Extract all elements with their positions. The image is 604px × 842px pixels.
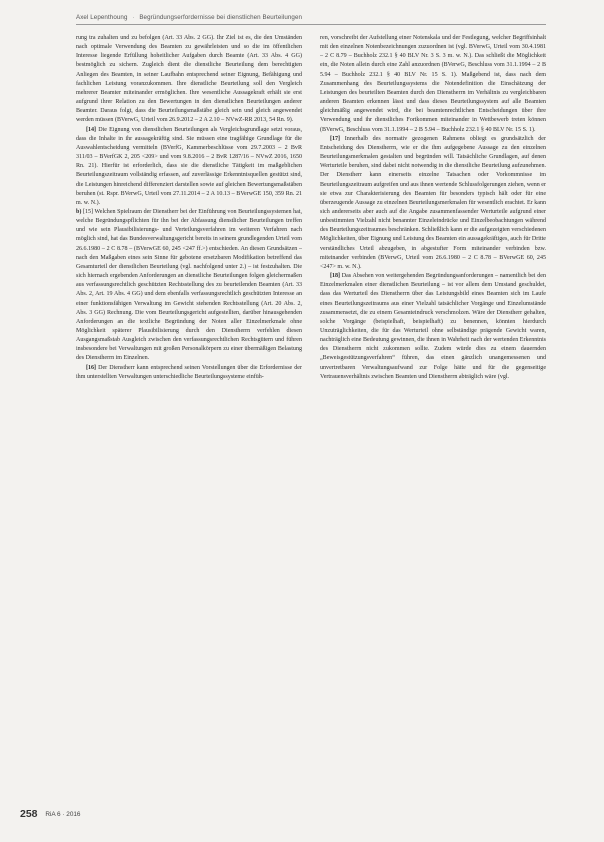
paragraph	[320, 272, 546, 382]
paragraph	[76, 126, 302, 208]
header-title: Begründungserfordernisse bei dienstlichen Beurteilungen	[139, 14, 303, 21]
paragraph	[320, 34, 546, 135]
paragraph	[76, 208, 302, 364]
header-author: Axel Lepenthoung	[76, 14, 128, 21]
paragraph-marker: [16]	[86, 364, 97, 371]
paragraph-text: Innerhalb des normativ gezogenen Rahmens obliegt es grundsätzlich der Entscheidung des Dienstherrn, wie er die ihm aufgegebene Aussage zu den einzelnen Beurteilungsmerkmalen gestalten und begründen will. Tatsächliche Grundlagen, auf denen Werturteile beruhen, sind dabei nicht notwendig in die dienstliche Beurteilung aufzunehmen. Der Dienstherr kann einerseits einzelne Tatsachen oder Vorkommnisse im Beurteilungszeitraum aufgreifen und aus ihnen wertende Schlussfolgerungen ziehen, wenn er sie etwa zur Charakterisierung des Beamten für besonders typisch hält oder für eine überzeugende Aussage zu einzelnen Beurteilungsmerkmalen für wesentlich erachtet. Er kann sich andererseits aber auch auf die Angabe zusammenfassender Werturteile aufgrund einer unbestimmten Vielzahl nicht benannter Einzeleindrücke und Einzelbeobachtungen während des Beurteilungszeitraumes beschränken. Schließlich kann er die aufgezeigten verschiedenen Möglichkeiten, über Eignung und Leistung des Beamten ein aussagekräftiges, auch für Dritte verständliches Urteil abzugeben, in abgestufter Form miteinander verbinden bzw. miteinander verbinden (BVerwG, Urteil vom 26.6.1980 – 2 C 8.78 – BVerwGE 60, 245 <247> m. w. N.).	[320, 135, 546, 270]
running-head	[76, 14, 546, 25]
paragraph-marker: [17]	[330, 135, 341, 142]
paragraph-text: rung tra zuhalten und zu befolgen (Art. 33 Abs. 2 GG). Ihr Ziel ist es, die den Umständen nach optimale Verwendung des Beamten zu gewährleisten und so die im öffentlichen Interesse liegende Erfüllung hoheitlicher Aufgaben durch Beamte (Art. 33 Abs. 4 GG) bestmöglich zu sichern. Zugleich dient die dienstliche Beurteilung dem berechtigten Anliegen des Beamten, in seiner Laufbahn entsprechend seiner Eignung, Befähigung und fachlichen Leistung voranzukommen. Ihre dienstliche Beurteilung soll den Vergleich mehrerer Beamter miteinander ermöglichen. Ihre wesentliche Aussagekraft erhält sie erst aufgrund ihrer Relation zu den Bewertungen in den dienstlichen Beurteilungen anderer Beamter. Daraus folgt, dass die Beurteilungsmaßstäbe gleich sein und gleich angewendet werden müssen (BVerwG, Urteil vom 26.9.2012 – 2 A 2.10 – NVwZ-RR 2013, 54 Rn. 9).	[76, 35, 302, 124]
paragraph	[320, 135, 546, 272]
paragraph	[76, 34, 302, 126]
header-separator: ·	[132, 14, 135, 21]
paragraph-text: Die Eignung von dienstlichen Beurteilungen als Vergleichsgrundlage setzt voraus, dass die Inhalte in ihr aussagekräftig sind. Sie müssen eine tragfähige Grundlage für die Auswahlentscheidung vermitteln (BVerfG, Kammerbeschlüsse vom 29.7.2003 – 2 BvR 311/03 – BVerfGK 2, 205 <209> und vom 9.8.2016 – 2 BvR 1287/16 – NVwZ 2016, 1650 Rn. 21). Hierfür ist erforderlich, dass sie die dienstliche Tätigkeit im maßgeblichen Beurteilungszeitraum vollständig erfassen, auf zuverlässige Erkenntnisquellen gestützt sind, die Leistungen hinreichend differenziert darstellen sowie auf gleichen Bewertungsmaßstäben beruhen (st. Rspr. BVerwG, Urteil vom 27.11.2014 – 2 A 10.13 – BVerwGE 150, 359 Rn. 21 m. w. N.).	[76, 126, 302, 206]
page-footer	[20, 808, 550, 820]
page-number: 258	[20, 808, 38, 820]
paragraph-text: Der Dienstherr kann entsprechend seinen Vorstellungen über die Erfordernisse der ihm unterstellten Verwaltungen unterschiedliche Beurteilungssysteme einfüh-	[76, 364, 302, 380]
left-column	[76, 34, 302, 794]
paragraph-marker: b)	[76, 208, 82, 215]
paragraph-marker: [18]	[330, 273, 341, 280]
right-column	[320, 34, 546, 794]
paragraph-text: ren, vorschreibt der Aufstellung einer Notenskala und der Festlegung, welcher Begriffsinhalt mit den einzelnen Notenbezeichnungen zuzuordnen ist (vgl. BVerwG, Urteil vom 30.4.1981 – 2 C 8.79 – Buchholz 232.1 § 40 BLV Nr. 3 S. 3 m. w. N.). Das schließt die Möglichkeit ein, die Noten allein durch eine Zahl anzuordnen (BVerwG, Beschluss vom 31.1.1994 – 2 B 5.94 – Buchholz 232.1 § 40 BLV Nr. 15 S. 1). Maßgebend ist, dass nach dem Zusammenhang des Beurteilungssystems die Notendefinition die Einschätzung der Leistungen des beurteilten Beamten durch den Dienstherrn im Verhältnis zu vergleichbaren anderen Beamten erkennen lässt und dass dieses Beurteilungssystem auf alle Beamten gleichmäßig angewendet wird, die bei beamtenrechtlichen Entscheidungen über ihre Verwendung und ihr dienstliches Fortkommen miteinander in Wettbewerb treten können (BVerwG, Beschluss vom 31.1.1994 – 2 B 5.94 – Buchholz 232.1 § 40 BLV Nr. 15 S. 1).	[320, 35, 546, 133]
paragraph-text: Das Absehen von weitergehenden Begründungsanforderungen – namentlich bei den Einzelmerkmalen einer dienstlichen Beurteilung – ist vor allem dem Umstand geschuldet, dass das Werturteil des Dienstherrn über das Leistungsbild eines Beamten sich im Laufe eines Beurteilungszeitraums aus einer Vielzahl tatsächlicher Vorgänge und Einzelumstände zusammensetzt, die zu einem Gesamteindruck verschmolzen. Wäre der Dienstherr gehalten, solche Vorgänge (beispielhaft, beispielhaft) zu benennen, könnten hierdurch Unzuträglichkeiten, die für das Werturteil ohne selbständige prägende Gewicht waren, nachträglich eine Bedeutung gewinnen, die ihnen in Wahrheit nach der wertenden Erkenntnis des Dienstherrn nicht zukommen sollte. Zudem würde dies zu einem dauernden „Beweisgestützungsverfahren“ führen, das einen gänzlich unangemessenen und unvertretbaren Verwaltungsaufwand zur Folge hätte und für die gegenseitige Vertrauensverhältnis zwischen Beamten und Dienstherrn abträglich wäre (vgl.	[320, 273, 546, 380]
paragraph-marker: [14]	[86, 126, 97, 133]
article-body	[76, 34, 546, 794]
issue-label: RiA 6 · 2016	[45, 811, 81, 818]
paragraph-text: [15] Welchen Spielraum der Dienstherr bei der Einführung von Beurteilungssystemen hat, welche Begründungspflichten für ihn bei der Abfassung dienstlicher Beurteilungen treffen und wie sein Plausibilisierungs- und Verteilungsverfahren im weiteren Verfahren nach möglich sind, hat das Bundesverwaltungsgericht bereits in seinem grundlegenden Urteil vom 26.6.1980 – 2 C 8.78 – (BVerwGE 60, 245 <247 ff.>) entschieden. An diesen Grundsätzen – nach den Maßgaben eines sein Sinne für gebotene ersetzbaren Modifikation betreffend das Gesamturteil der dienstlichen Beurteilung (vgl. nachfolgend unter 2.) – ist festzuhalten. Die sich hiernach ergebenden Anforderungen an dienstliche Beurteilungen folgen gleichermaßen aus verfassungsrechtlich geschützten Rechtsstellung des zu beurteilenden Beamten (Art. 33 Abs. 2, Art. 19 Abs. 4 GG) und dem ebenfalls verfassungsrechtlich geschützten Interesse an einer funktionsfähigen Verwaltung im Gewicht stehenden Rechtsstellung (Art. 20 Abs. 2, Abs. 3 GG) Rechnung. Die vom Beurteilungsgericht aufgestellten, darüber hinausgehenden Anforderungen an die textliche Begründung der Noten aller Einzelmerkmale ohne Möglichkeit späterer Plausibilisierung durch den Dienstherrn verfehlen diesen Ausgangsmaßstab Ausgleich zwischen den verfassungsrechtlichen Rechtsgütern und führen insbesondere bei Verwaltungen mit großen Personalkörpern zu einer übermäßigen Belastung des Dienstherrn im Einzelnen.	[76, 208, 302, 362]
paragraph	[76, 364, 302, 382]
